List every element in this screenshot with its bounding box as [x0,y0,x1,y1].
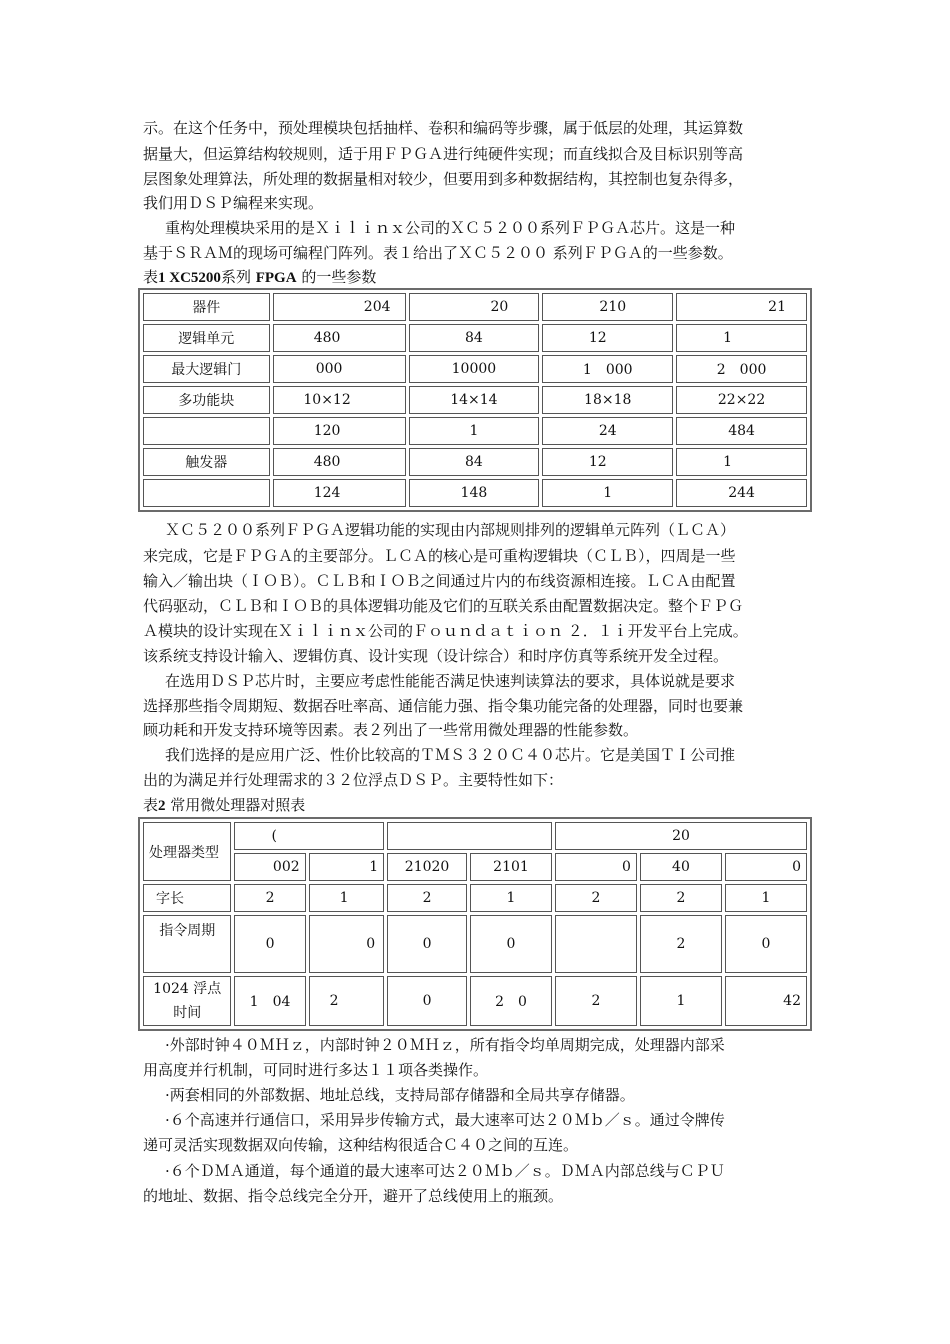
table1 [138,288,812,512]
table-cell: 002 [234,853,305,881]
table-cell: 480 [273,448,406,476]
paragraph-line: 来完成，它是ＦＰＧＡ的主要部分。ＬＣＡ的核心是可重构逻辑块（ＣＬＢ），四周是一些 [143,547,736,565]
table-cell: 1 [542,479,673,507]
paragraph-line: 代码驱动，ＣＬＢ和ＩＯＢ的具体逻辑功能及它们的互联关系由配置数据决定。整个ＦＰＧ [143,597,744,615]
table-cell [143,479,270,507]
table-cell: 1 [725,884,807,912]
paragraph-line: 出的为满足并行处理需求的３２位浮点ＤＳＰ。主要特性如下： [143,771,564,789]
table-cell: 1 [676,448,807,476]
paragraph-line: 重构处理模块采用的是Ｘｉｌｉｎｘ公司的ＸＣ５２００系列ＦＰＧＡ芯片。这是一种 [165,219,736,237]
table-cell: 000 [273,355,406,383]
paragraph-line: 据量大，但运算结构较规则，适于用ＦＰＧＡ进行纯硬件实现；而直线拟合及目标识别等高 [143,145,744,163]
table-cell: 1 [409,417,540,445]
paragraph-line: 基于ＳＲＡＭ的现场可编程门阵列。表１给出了ＸＣ５２００ 系列ＦＰＧＡ的一些参数。 [143,244,733,262]
table-cell: 21020 [387,853,467,881]
table-row [143,884,807,912]
table-cell: 0 [470,915,552,973]
table-cell: 2 0 [470,976,552,1026]
paragraph-line: ＸＣ５２００系列ＦＰＧＡ逻辑功能的实现由内部规则排列的逻辑单元阵列（ＬＣＡ） [165,521,736,539]
table-cell: 逻辑单元 [143,324,270,352]
table-cell: 2 [555,884,637,912]
table-cell: 触发器 [143,448,270,476]
table-row [143,822,807,850]
table-cell: 124 [273,479,406,507]
table-row [143,976,807,1026]
table-cell: 84 [409,324,540,352]
table-cell: 字长 [143,884,231,912]
bullet-item: ·两套相同的外部数据、地址总线，支持局部存储器和全局共享存储器。 [165,1086,635,1104]
bullet-item: 递可灵活实现数据双向传输，这种结构很适合Ｃ４０之间的互连。 [143,1136,579,1154]
table-row [143,853,807,881]
table-row [143,324,807,352]
table-cell: 0 [555,853,637,881]
table-cell: 1 000 [542,355,673,383]
table-cell: 2101 [470,853,552,881]
table-cell: 18×18 [542,386,673,414]
table-cell: 2 [309,976,385,1026]
table-cell: ( [234,822,384,850]
bullet-item: 用高度并行机制，可同时进行多达１１项各类操作。 [143,1061,489,1079]
table-cell: 22×22 [676,386,807,414]
table-cell: 1024 浮点时间 [143,976,231,1026]
table-cell: 21 [676,293,807,321]
table-cell: 1 [676,324,807,352]
table-cell: 40 [640,853,722,881]
table-row [143,355,807,383]
table-row [143,448,807,476]
paragraph-line: 输入／输出块（ＩＯＢ）。ＣＬＢ和ＩＯＢ之间通过片内的布线资源相连接。ＬＣＡ由配置 [143,572,736,590]
table-cell: 204 [273,293,406,321]
table-cell: 12 [542,324,673,352]
table2 [138,817,812,1031]
table-cell: 42 [725,976,807,1026]
table-cell [555,915,637,973]
bullet-item: ·外部时钟４０ＭＨｚ，内部时钟２０ＭＨｚ，所有指令均单周期完成，处理器内部采 [165,1036,725,1054]
paragraph-line: Ａ模块的设计实现在Ｘｉｌｉｎｘ公司的Ｆｏｕｎｄａｔｉｏｎ ２．１ｉ开发平台上完成。 [143,622,748,640]
paragraph-line: 我们用ＤＳＰ编程来实现。 [143,194,324,212]
table-row [143,479,807,507]
table-cell: 14×14 [409,386,540,414]
paragraph-line: 示。在这个任务中，预处理模块包括抽样、卷积和编码等步骤，属于低层的处理，其运算数 [143,119,744,137]
paragraph-line: 顾功耗和开发支持环境等因素。表２列出了一些常用微处理器的性能参数。 [143,721,639,739]
table-cell: 器件 [143,293,270,321]
paragraph-line: 我们选择的是应用广泛、性价比较高的ＴＭＳ３２０Ｃ４０芯片。它是美国ＴＩ公司推 [165,746,736,764]
table-cell: 480 [273,324,406,352]
table-cell: 0 [387,976,467,1026]
table-cell: 20 [409,293,540,321]
table-cell: 1 [309,884,385,912]
table-row [143,915,807,973]
table-cell: 210 [542,293,673,321]
table-cell: 2 [555,976,637,1026]
table-cell: 最大逻辑门 [143,355,270,383]
paragraph-line: 选择那些指令周期短、数据吞吐率高、通信能力强、指令集功能完备的处理器，同时也要兼 [143,697,744,715]
table-cell: 指令周期 [143,915,231,973]
table-cell: 484 [676,417,807,445]
bullet-item: 的地址、数据、指令总线完全分开，避开了总线使用上的瓶颈。 [143,1187,564,1205]
table-cell: 2 [640,884,722,912]
table-row [143,386,807,414]
bullet-item: ·６个ＤＭＡ通道，每个通道的最大速率可达２０Ｍｂ／ｓ。ＤＭＡ内部总线与ＣＰＵ [165,1162,725,1180]
table-cell: 10×12 [273,386,406,414]
table-cell: 2 [234,884,305,912]
table-row [143,293,807,321]
table-cell: 20 [555,822,807,850]
table-cell: 2 [387,884,467,912]
table-cell: 2 [640,915,722,973]
table-cell: 1 [640,976,722,1026]
table-cell: 0 [387,915,467,973]
bullet-item: ·６个高速并行通信口，采用异步传输方式，最大速率可达２０Ｍｂ／ｓ。通过令牌传 [165,1111,725,1129]
table-cell: 多功能块 [143,386,270,414]
table-cell: 处理器类型 [143,822,231,881]
table-cell: 0 [725,915,807,973]
paragraph-line: 在选用ＤＳＰ芯片时，主要应考虑性能能否满足快速判读算法的要求，具体说就是要求 [165,672,736,690]
table-cell [387,822,552,850]
table1-caption: 表1 XC5200系列 FPGA 的一些参数 [143,268,377,286]
paragraph-line: 该系统支持设计输入、逻辑仿真、设计实现（设计综合）和时序仿真等系统开发全过程。 [143,647,729,665]
table-cell: 10000 [409,355,540,383]
table-cell: 1 04 [234,976,305,1026]
table-cell: 24 [542,417,673,445]
table-cell [143,417,270,445]
paragraph-line: 层图象处理算法，所处理的数据量相对较少，但要用到多种数据结构，其控制也复杂得多， [143,170,744,188]
table-cell: 244 [676,479,807,507]
table-cell: 1 [470,884,552,912]
table-cell: 0 [725,853,807,881]
table2-caption: 表2 常用微处理器对照表 [143,796,306,814]
table-cell: 2 000 [676,355,807,383]
table-cell: 148 [409,479,540,507]
table-cell: 120 [273,417,406,445]
table-cell: 1 [309,853,385,881]
table-cell: 84 [409,448,540,476]
table-cell: 0 [309,915,385,973]
table-row [143,417,807,445]
table-cell: 12 [542,448,673,476]
table-cell: 0 [234,915,305,973]
